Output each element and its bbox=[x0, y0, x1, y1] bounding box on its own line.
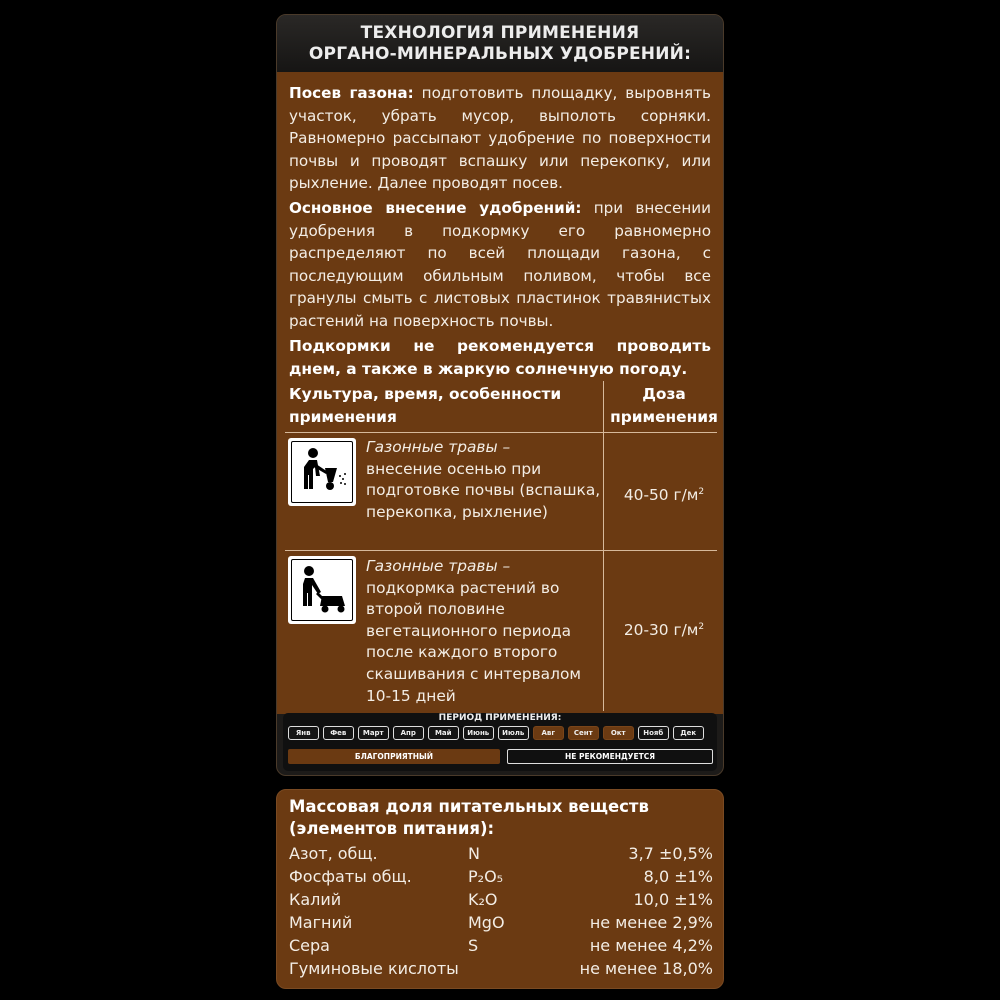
main-application-text: при внесении удобрения в подкормку его равномерно распределяют по всей площади газона, с последующим обильным поливом, чтобы все гранулы смыть с листовых пластинок травянистых растений на поверхность почвы. bbox=[289, 199, 711, 330]
nutrient-row bbox=[289, 911, 713, 934]
nutrient-name: Магний bbox=[289, 913, 353, 932]
instructions-area bbox=[277, 72, 723, 714]
nutrient-row bbox=[289, 888, 713, 911]
nutrient-row bbox=[289, 865, 713, 888]
table-header-divider bbox=[285, 432, 717, 433]
table-row-divider bbox=[285, 550, 717, 551]
nutrients-panel bbox=[276, 789, 724, 989]
nutrient-symbol: N bbox=[468, 844, 480, 863]
nutrient-value: 8,0 ±1% bbox=[643, 867, 713, 886]
spreader-person-icon bbox=[288, 438, 356, 506]
nutrient-row bbox=[289, 957, 713, 980]
month-cell: Май bbox=[428, 726, 459, 740]
nutrient-value: не менее 18,0% bbox=[579, 959, 713, 978]
dose-table bbox=[277, 377, 723, 714]
warning-text: Подкормки не рекомендуется проводить днем, а также в жаркую солнечную погоду. bbox=[289, 337, 711, 378]
sowing-title: Посев газона: bbox=[289, 84, 414, 102]
legend-not-recommended: НЕ РЕКОМЕНДУЕТСЯ bbox=[507, 749, 713, 764]
nutrient-symbol: P₂O₅ bbox=[468, 867, 504, 886]
header-line-2: ОРГАНО-МИНЕРАЛЬНЫХ УДОБРЕНИЙ: bbox=[308, 44, 692, 64]
nutrient-name: Калий bbox=[289, 890, 342, 909]
nutrients-title-line-1: Массовая доля питательных веществ bbox=[289, 797, 649, 816]
month-cell: Авг bbox=[533, 726, 564, 740]
nutrient-row bbox=[289, 934, 713, 957]
sowing-paragraph bbox=[289, 82, 711, 195]
nutrients-title bbox=[289, 796, 713, 839]
table-row-1-text bbox=[366, 437, 601, 523]
nutrient-name: Азот, общ. bbox=[289, 844, 378, 863]
month-cell: Фев bbox=[323, 726, 354, 740]
month-cell: Окт bbox=[603, 726, 634, 740]
nutrient-symbol: K₂O bbox=[468, 890, 498, 909]
table-header-dose: Доза применения bbox=[610, 385, 718, 426]
nutrient-row bbox=[289, 842, 713, 865]
nutrient-name: Гуминовые кислоты bbox=[289, 959, 459, 978]
row-2-dose: 20-30 $г/м^2$ bbox=[623, 621, 705, 639]
month-cell: Сент bbox=[568, 726, 599, 740]
main-application-title: Основное внесение удобрений: bbox=[289, 199, 582, 217]
nutrient-symbol: S bbox=[468, 936, 479, 955]
nutrients-title-line-2: (элементов питания): bbox=[289, 818, 495, 838]
month-cell: Июнь bbox=[463, 726, 494, 740]
month-cell: Дек bbox=[673, 726, 704, 740]
row-1-description: внесение осенью при подготовке почвы (вспашка, перекопка, рыхление) bbox=[366, 459, 601, 521]
application-technology-panel bbox=[276, 14, 724, 776]
header-line-1: ТЕХНОЛОГИЯ ПРИМЕНЕНИЯ bbox=[360, 23, 640, 43]
nutrient-value: не менее 4,2% bbox=[589, 936, 713, 955]
nutrient-value: не менее 2,9% bbox=[589, 913, 713, 932]
month-cell: Янв bbox=[288, 726, 319, 740]
application-period bbox=[283, 713, 717, 771]
period-title: ПЕРИОД ПРИМЕНЕНИЯ: bbox=[438, 713, 562, 723]
months-row bbox=[288, 726, 712, 740]
row-2-culture: Газонные травы – bbox=[366, 557, 511, 575]
sowing-text: подготовить площадку, выровнять участок, убрать мусор, выполоть сорняки. Равномерно рассыпают удобрение по поверхности почвы и проводят вспашку или перекопку, или рыхление. Далее проводят посев. bbox=[289, 84, 711, 192]
nutrient-value: 3,7 ±0,5% bbox=[628, 844, 713, 863]
nutrient-name: Сера bbox=[289, 936, 330, 955]
nutrient-name: Фосфаты общ. bbox=[289, 867, 412, 886]
table-row-2-text bbox=[366, 556, 601, 707]
row-1-culture: Газонные травы – bbox=[366, 438, 511, 456]
month-cell: Нояб bbox=[638, 726, 669, 740]
month-cell: Июль bbox=[498, 726, 529, 740]
main-application-paragraph bbox=[289, 197, 711, 332]
lawnmower-person-icon bbox=[288, 556, 356, 624]
legend-favorable: БЛАГОПРИЯТНЫЙ bbox=[288, 749, 500, 764]
table-header-culture: Культура, время, особенности применения bbox=[289, 385, 562, 426]
month-cell: Апр bbox=[393, 726, 424, 740]
month-cell: Март bbox=[358, 726, 389, 740]
panel-header bbox=[277, 15, 723, 72]
nutrient-value: 10,0 ±1% bbox=[633, 890, 713, 909]
table-column-divider bbox=[603, 381, 604, 711]
nutrient-symbol: MgO bbox=[468, 913, 505, 932]
row-2-description: подкормка растений во второй половине вегетационного периода после каждого второго скашивания с интервалом 10-15 дней bbox=[366, 578, 581, 705]
row-1-dose: 40-50 $г/м^2$ bbox=[623, 486, 705, 504]
